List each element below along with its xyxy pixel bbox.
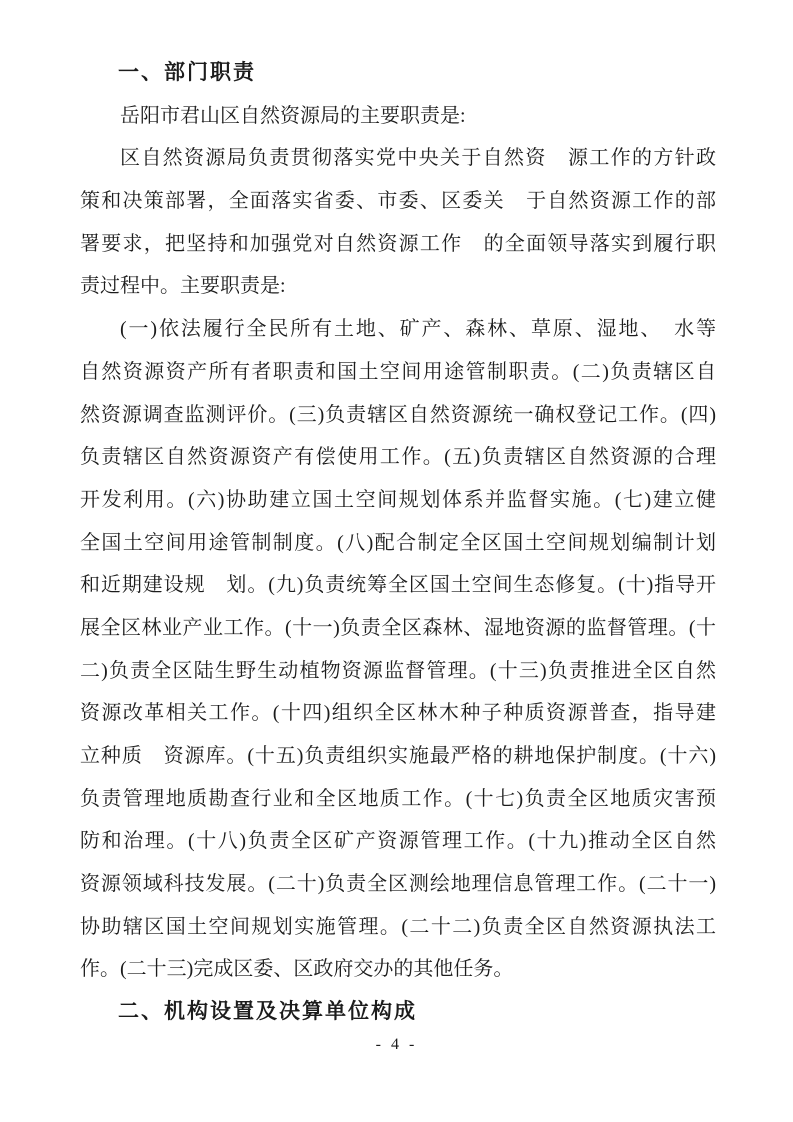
section-heading: 一、部门职责 <box>118 61 256 84</box>
text-line: 策和决策部署，全面落实省委、市委、区委关 于自然资源工作的部 <box>80 190 716 213</box>
text-line: 作。(二十三)完成区委、区政府交办的其他任务。 <box>80 958 514 981</box>
document-body <box>80 52 716 1034</box>
text-line: 和近期建设规 划。(九)负责统筹全区国土空间生态修复。(十)指导开 <box>80 574 716 597</box>
text-line: 展全区林业产业工作。(十一)负责全区森林、湿地资源的监督管理。(十 <box>80 616 716 639</box>
text-line: 二)负责全区陆生野生动植物资源监督管理。(十三)负责推进全区自然 <box>80 659 716 682</box>
text-line: 负责辖区自然资源资产有偿使用工作。(五)负责辖区自然资源的合理 <box>80 446 716 469</box>
page-number: - 4 - <box>375 1036 418 1053</box>
text-line: (一)依法履行全民所有土地、矿产、森林、草原、湿地、 水等 <box>120 318 716 341</box>
text-line: 责过程中。主要职责是: <box>80 275 286 298</box>
text-line: 全国土空间用途管制制度。(八)配合制定全区国土空间规划编制计划 <box>80 531 716 554</box>
text-line: 资源领域科技发展。(二十)负责全区测绘地理信息管理工作。(二十一) <box>80 873 716 896</box>
text-line: 防和治理。(十八)负责全区矿产资源管理工作。(十九)推动全区自然 <box>80 830 716 853</box>
text-line: 开发利用。(六)协助建立国土空间规划体系并监督实施。(七)建立健 <box>80 488 716 511</box>
text-line: 署要求，把坚持和加强党对自然资源工作 的全面领导落实到履行职 <box>80 232 716 255</box>
section-heading: 二、机构设置及决算单位构成 <box>118 1000 417 1024</box>
text-line: 立种质 资源库。(十五)负责组织实施最严格的耕地保护制度。(十六) <box>80 745 716 767</box>
text-line: 自然资源资产所有者职责和国土空间用途管制职责。(二)负责辖区自 <box>80 360 716 383</box>
text-line: 协助辖区国土空间规划实施管理。(二十二)负责全区自然资源执法工 <box>80 915 716 938</box>
text-line: 资源改革相关工作。(十四)组织全区林木种子种质资源普查，指导建 <box>80 702 716 725</box>
text-line: 然资源调查监测评价。(三)负责辖区自然资源统一确权登记工作。(四) <box>80 403 716 426</box>
text-line: 岳阳市君山区自然资源局的主要职责是: <box>120 104 466 127</box>
text-line: 负责管理地质勘查行业和全区地质工作。(十七)负责全区地质灾害预 <box>80 787 716 810</box>
text-line: 区自然资源局负责贯彻落实党中央关于自然资 源工作的方针政 <box>120 147 716 170</box>
